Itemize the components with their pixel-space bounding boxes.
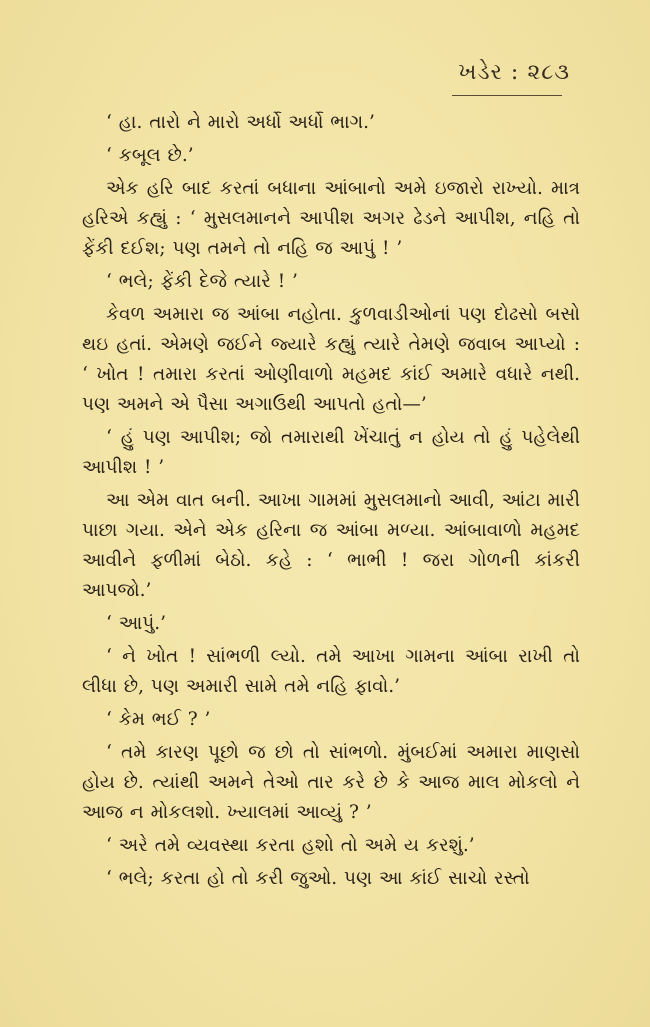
- paragraph: આ એમ વાત બની. આખા ગામમાં મુસલમાનો આવી, આંટા મારી પાછા ગયા. એને એક હરિના જ આંબા મળ્યા. આંબાવાળો મહમદ આવીને ફળીમાં બેઠો. કહે : ‘ ભાભી ! જરા ગોળની કાંકરી આપજો.’: [82, 490, 580, 601]
- paragraph: ‘ ભલે; ફેંકી દેજે ત્યારે ! ’: [106, 271, 298, 292]
- header-rule: [452, 95, 562, 96]
- paragraph: ‘ તમે કારણ પૂછો જ છો તો સાંભળો. મુંબઈમાં અમારા માણસો હોય છે. ત્યાંથી અમને તેઓ તાર કરે છે કે આજ માલ મોકલો ને આજ ન મોકલશો. ખ્યાલમાં આવ્યું ? ’: [82, 742, 580, 823]
- body-text: [82, 108, 580, 897]
- running-header: ખડેર : ૨૮૩: [458, 60, 570, 85]
- paragraph: ‘ ને ખોત ! સાંભળી લ્યો. તમે આખા ગામના આંબા રાખી તો લીધા છે, પણ અમારી સામે તમે નહિ ફાવો.’: [82, 646, 580, 697]
- paragraph: ‘ કેમ ભઈ ? ’: [106, 709, 211, 730]
- paragraph: ‘ હા. તારો ને મારો અર્ધો અર્ધો ભાગ.’: [106, 112, 375, 133]
- paragraph: એક હરિ બાદ કરતાં બધાના આંબાનો અમે ઇજારો રાખ્યો. માત્ર હરિએ કહ્યું : ‘ મુસલમાનને આપીશ અગર ઢેડને આપીશ, નહિ તો ફેંકી દઈશ; પણ તમને તો નહિ જ આપું ! ’: [82, 178, 580, 259]
- paragraph: ‘ હું પણ આપીશ; જો તમારાથી ખેંચાતું ન હોય તો હું પહેલેથી આપીશ ! ’: [82, 427, 580, 478]
- paragraph: ‘ કબૂલ છે.’: [106, 145, 194, 166]
- paragraph: ‘ ભલે; કરતા હો તો કરી જુઓ. પણ આ કાંઈ સાચો રસ્તો: [106, 868, 530, 889]
- paragraph: ‘ આપું.’: [106, 613, 167, 634]
- paragraph: કેવળ અમારા જ આંબા નહોતા. કુળવાડીઓનાં પણ દોઢસો બસો થઇ હતાં. એમણે જઈને જ્યારે કહ્યું ત્યારે તેમણે જવાબ આપ્યો : ‘ ખોત ! તમારા કરતાં ઓણીવાળો મહમદ કાંઈ અમારે વધારે નથી. પણ અમને એ પૈસા અગાઉથી આપતો હતો—’: [82, 304, 580, 415]
- paragraph: ‘ અરે તમે વ્યવસ્થા કરતા હશો તો અમે ય કરશું.’: [106, 835, 475, 856]
